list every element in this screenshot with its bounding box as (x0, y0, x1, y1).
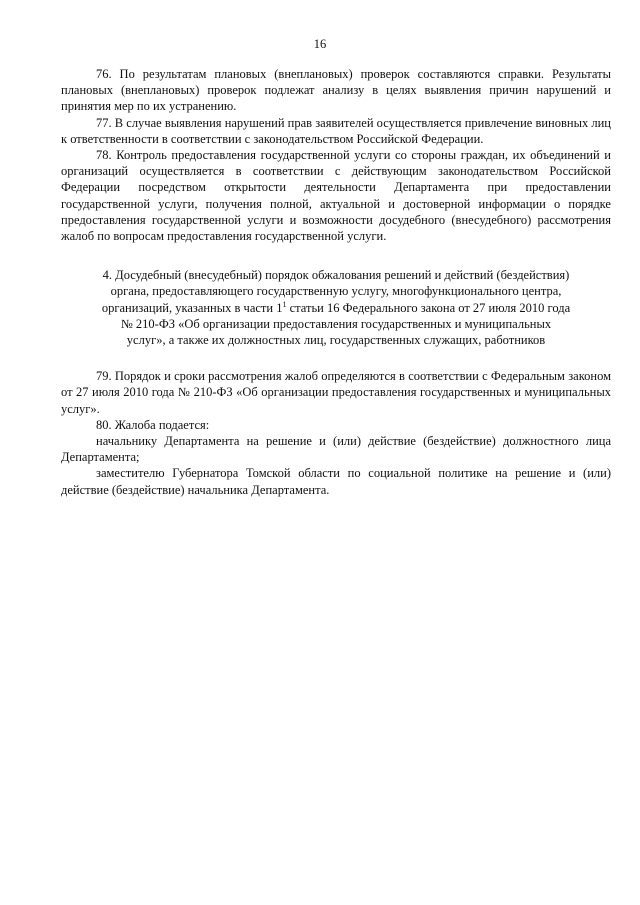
section-heading-superscript: 1 (282, 299, 287, 309)
page-number: 16 (313, 37, 327, 51)
section-heading-part2: статьи 16 Федерального закона от 27 июля 2010 года № 210-ФЗ «Об организации предоставления государственных и муниципальных услуг», а также их должностных лиц, государственных служащих, работников (120, 300, 571, 348)
section-heading-part1: 4. Досудебный (внесудебный) порядок обжалования решений и действий (бездействия) органа, предоставляющего государственную услугу, многофункционального центра, организаций, указанных в части 1 (101, 268, 570, 315)
paragraph-78: 78. Контроль предоставления государственной услуги со стороны граждан, их объединений и организаций осуществляется в соответствии с действующим законодательством Российской Федерации посредством открытости деятельности Департамента при предоставлении государственной услуги, получения полной, актуальной и достоверной информации о порядке предоставления государственной услуги и возможности досудебного (внесудебного) рассмотрения жалоб по вопросам предоставления государственной услуги. (61, 148, 611, 244)
section-heading-4 (61, 267, 611, 348)
paragraph-76: 76. По результатам плановых (внеплановых) проверок составляются справки. Результаты плановых (внеплановых) проверок подлежат анализу в целях выявления причин нарушений и принятия мер по их устранению. (61, 67, 611, 114)
paragraph-80: 80. Жалоба подается: (96, 417, 210, 432)
paragraph-80-item-head: начальнику Департамента на решение и (или) действие (бездействие) должностного лица Департамента; (61, 434, 611, 465)
paragraph-80-item-deputy: заместителю Губернатора Томской области по социальной политике на решение и (или) действие (бездействие) начальника Департамента. (61, 466, 611, 497)
document-body (61, 66, 611, 498)
paragraph-77: 77. В случае выявления нарушений прав заявителей осуществляется привлечение виновных лиц к ответственности в соответствии с законодательством Российской Федерации. (61, 115, 611, 146)
paragraph-79: 79. Порядок и сроки рассмотрения жалоб определяются в соответствии с Федеральным законом от 27 июля 2010 года № 210-ФЗ «Об организации предоставления государственных и муниципальных услуг». (61, 369, 611, 416)
